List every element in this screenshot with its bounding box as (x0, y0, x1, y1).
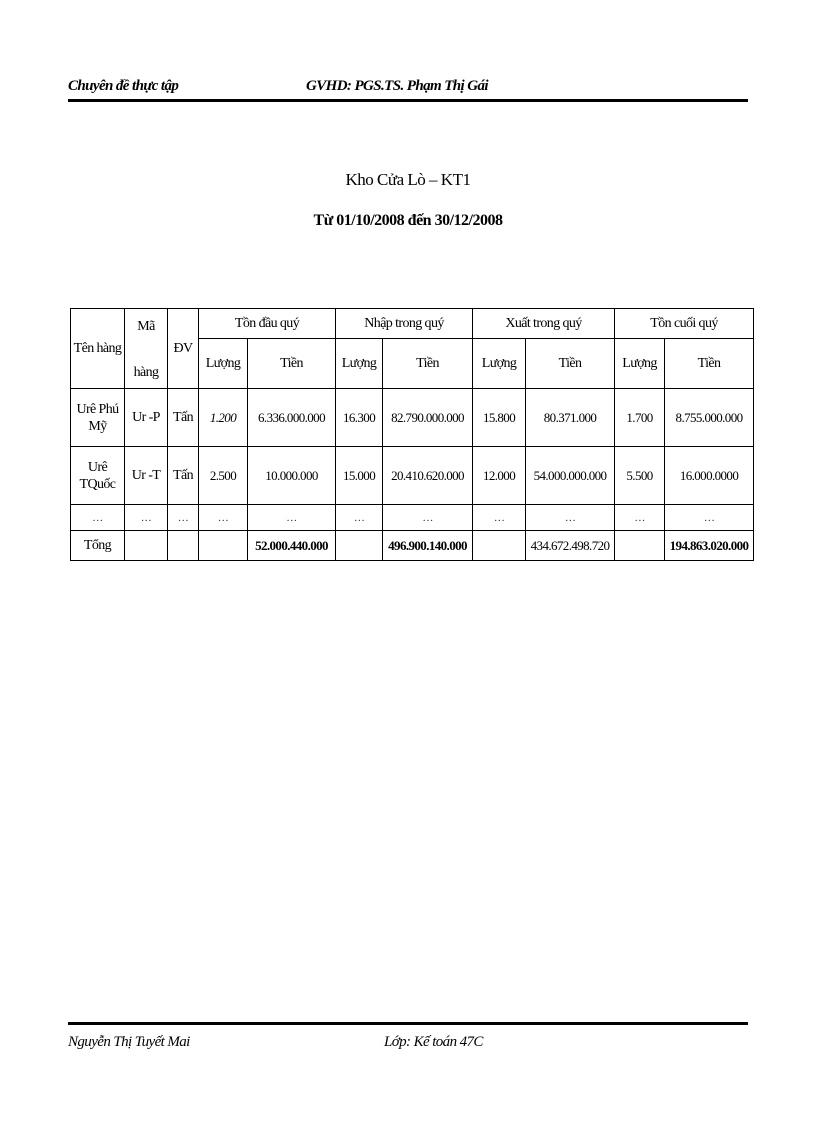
footer-author: Nguyễn Thị Tuyết Mai (68, 1034, 190, 1050)
total-xuat-tien: 434.672.498.720 (526, 531, 615, 561)
group-ton-cuoi: Tồn cuối quý (615, 309, 754, 339)
cell-ton-dau-tien: 6.336.000.000 (248, 389, 336, 447)
cell-ten-hang: Urê TQuốc (71, 447, 125, 505)
ellipsis-cell: … (383, 505, 473, 531)
cell-xuat-luong: 15.800 (473, 389, 526, 447)
ellipsis-cell: … (615, 505, 665, 531)
inventory-table (70, 308, 754, 561)
col-ten-hang: Tên hàng (71, 309, 125, 389)
total-ton-dau-tien: 52.000.440.000 (248, 531, 336, 561)
empty-cell (199, 531, 248, 561)
table-row (71, 447, 754, 505)
empty-cell (125, 531, 168, 561)
col-ma-hang (125, 309, 168, 389)
empty-cell (336, 531, 383, 561)
cell-ton-dau-tien: 10.000.000 (248, 447, 336, 505)
cell-ton-dau-luong: 2.500 (199, 447, 248, 505)
cell-ten-hang: Urê Phú Mỹ (71, 389, 125, 447)
cell-ton-cuoi-tien: 8.755.000.000 (665, 389, 754, 447)
cell-dv: Tấn (168, 389, 199, 447)
table-header-row-1 (71, 309, 754, 339)
group-xuat: Xuất trong quý (473, 309, 615, 339)
header-rule (68, 99, 748, 102)
cell-ma-hang: Ur -T (125, 447, 168, 505)
col-ma-hang-line1: Mã (137, 318, 155, 334)
footer-rule (68, 1022, 748, 1025)
cell-nhap-tien: 20.410.620.000 (383, 447, 473, 505)
sub-luong: Lượng (336, 339, 383, 389)
empty-cell (168, 531, 199, 561)
cell-xuat-tien: 54.000.000.000 (526, 447, 615, 505)
total-row (71, 531, 754, 561)
total-nhap-tien: 496.900.140.000 (383, 531, 473, 561)
page-footer (68, 1030, 748, 1056)
ellipsis-cell: … (199, 505, 248, 531)
sub-tien: Tiền (248, 339, 336, 389)
cell-xuat-luong: 12.000 (473, 447, 526, 505)
cell-nhap-tien: 82.790.000.000 (383, 389, 473, 447)
cell-nhap-luong: 15.000 (336, 447, 383, 505)
header-supervisor: GVHD: PGS.TS. Phạm Thị Gái (306, 78, 488, 94)
page-header (68, 74, 748, 100)
ellipsis-cell: … (168, 505, 199, 531)
cell-dv: Tấn (168, 447, 199, 505)
ellipsis-cell: … (71, 505, 125, 531)
ellipsis-cell: … (665, 505, 754, 531)
ellipsis-cell: … (473, 505, 526, 531)
cell-xuat-tien: 80.371.000 (526, 389, 615, 447)
header-topic: Chuyên đề thực tập (68, 78, 179, 94)
group-ton-dau: Tồn đầu quý (199, 309, 336, 339)
empty-cell (615, 531, 665, 561)
cell-ton-cuoi-tien: 16.000.0000 (665, 447, 754, 505)
sub-tien: Tiền (526, 339, 615, 389)
warehouse-title: Kho Cửa Lò – KT1 (345, 170, 471, 189)
ellipsis-row (71, 505, 754, 531)
footer-class: Lớp: Kế toán 47C (384, 1034, 483, 1050)
sub-luong: Lượng (615, 339, 665, 389)
ellipsis-cell: … (336, 505, 383, 531)
ellipsis-cell: … (526, 505, 615, 531)
total-ton-cuoi-tien: 194.863.020.000 (665, 531, 754, 561)
sub-tien: Tiền (665, 339, 754, 389)
ellipsis-cell: … (248, 505, 336, 531)
col-dv: ĐV (168, 309, 199, 389)
ellipsis-cell: … (125, 505, 168, 531)
sub-tien: Tiền (383, 339, 473, 389)
cell-ma-hang: Ur -P (125, 389, 168, 447)
cell-ton-cuoi-luong: 5.500 (615, 447, 665, 505)
sub-luong: Lượng (199, 339, 248, 389)
group-nhap: Nhập trong quý (336, 309, 473, 339)
sub-luong: Lượng (473, 339, 526, 389)
total-label: Tổng (71, 531, 125, 561)
cell-ton-dau-luong: 1.200 (199, 389, 248, 447)
cell-ton-cuoi-luong: 1.700 (615, 389, 665, 447)
table-row (71, 389, 754, 447)
empty-cell (473, 531, 526, 561)
cell-nhap-luong: 16.300 (336, 389, 383, 447)
period-title: Từ 01/10/2008 đến 30/12/2008 (313, 212, 503, 229)
col-ma-hang-line2: hàng (133, 364, 159, 380)
